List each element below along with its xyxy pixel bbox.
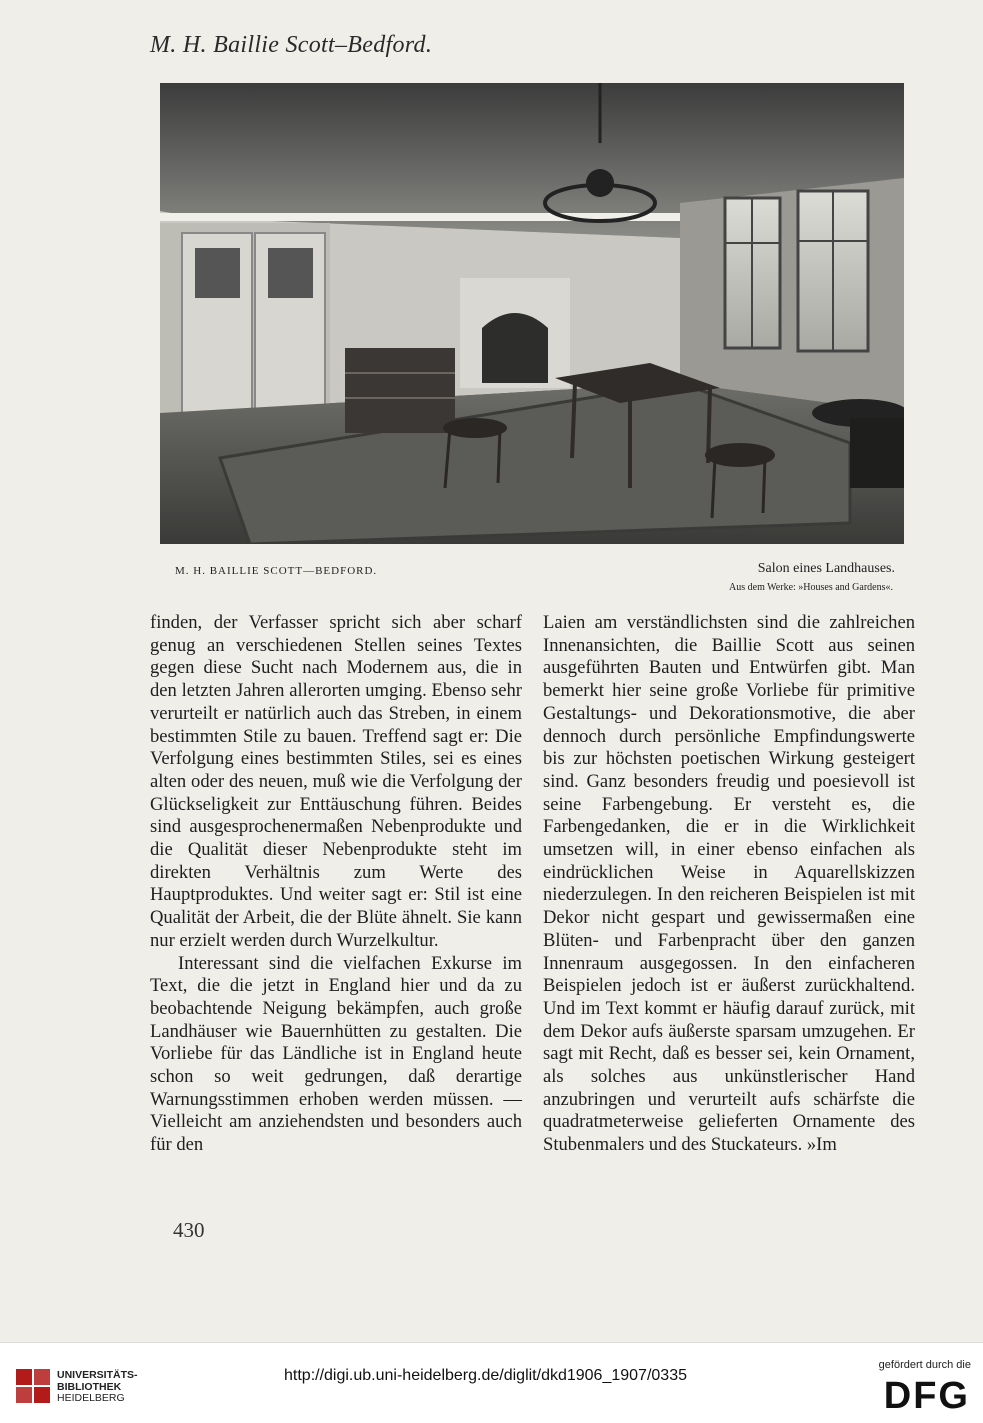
paragraph: Laien am verständlichsten sind die zahlreichen Innenansichten, die Baillie Scott aus seinen ausgeführten Bauten und Entwürfen gibt. Man bemerkt hier seine große Vorliebe für primitive Gestaltungs- und Dekorationsmotive, die aber dennoch durch persönliche Empfindungswerte bis zur höchsten poetischen Wirkung gesteigert sind. Ganz besonders freudig und poesievoll ist seine Farbengebung. Er versteht es, die Farbengedanken, die er in die Wirklichkeit umsetzen will, in einer ebenso einfachen als eindrücklichen Weise in Aquarellskizzen niederzulegen. In den reicheren Beispielen ist mit Dekor nicht gespart und gewissermaßen eine Blüten- und Farbenpracht über den ganzen Innenraum ausgegossen. In den einfacheren Beispielen jedoch ist er äußerst zurückhaltend. Und im Text kommt er häufig darauf zurück, mit dem Dekor aufs äußerste sparsam umzugehen. Er sagt mit Recht, daß es besser sei, kein Ornament, als solches aus unkünstlerischer Hand anzubringen und verurteilt aufs schärfste die quadratmeterweise gelieferten Ornamente des Stubenmalers und des Stuckateurs. »Im (543, 612, 915, 1156)
photo-title: Salon eines Landhauses. (757, 561, 895, 576)
text-column-left (150, 612, 522, 1157)
paragraph: Interessant sind die vielfachen Exkurse im Text, die die jetzt in England hier und da zu beobachtende Neigung bekämpfen, auch große Landhäuser wie Bauernhütten zu gestalten. Die Vorliebe für das Ländliche ist in England heute schon so weit gedrungen, daß derartige Warnungsstimmen erhoben werden müssen. — Vielleicht am anziehendsten und besonders auch für den (150, 952, 522, 1156)
library-line: BIBLIOTHEK (57, 1380, 122, 1393)
photo-source: Aus dem Werke: »Houses and Gardens«. (729, 582, 893, 593)
library-line: UNIVERSITÄTS- (57, 1369, 138, 1381)
digitization-footer (0, 1342, 983, 1423)
page-number: 430 (173, 1218, 205, 1242)
permalink-url[interactable]: http://digi.ub.uni-heidelberg.de/diglit/dkd1906_1907/0335 (284, 1367, 687, 1384)
text-column-right (543, 612, 915, 1157)
library-line: HEIDELBERG (57, 1392, 125, 1404)
interior-photograph (160, 83, 904, 544)
university-library-name (57, 1370, 138, 1405)
university-logo-icon (12, 1361, 62, 1411)
dfg-logo: DFG (883, 1375, 970, 1417)
photo-credit: M. H. BAILLIE SCOTT—BEDFORD. (175, 565, 378, 577)
funder-label: gefördert durch die (878, 1359, 971, 1371)
running-head: M. H. Baillie Scott–Bedford. (150, 32, 433, 58)
paragraph: finden, der Verfasser spricht sich aber scharf genug an verschiedenen Stellen seines Textes gegen diese Sucht nach Modernem aus, die in den letzten Jahren allerorten umging. Ebenso sehr verurteilt er natürlich auch das Streben, in einem bestimmten Stile zu bauen. Treffend sagt er: Die Verfolgung eines bestimmten Stiles, sei es eines alten oder des neuen, muß wie die Verfolgung der Glückseligkeit zur Enttäuschung führen. Beides sind ausgesprochenermaßen Nebenprodukte und die Qualität dieser Nebenprodukte steht im direkten Verhältnis zum Werte des Hauptproduktes. Und weiter sagt er: Stil ist eine Qualität der Arbeit, die der Blüte ähnelt. Sie kann nur erzielt werden durch Wurzelkultur. (150, 612, 522, 951)
